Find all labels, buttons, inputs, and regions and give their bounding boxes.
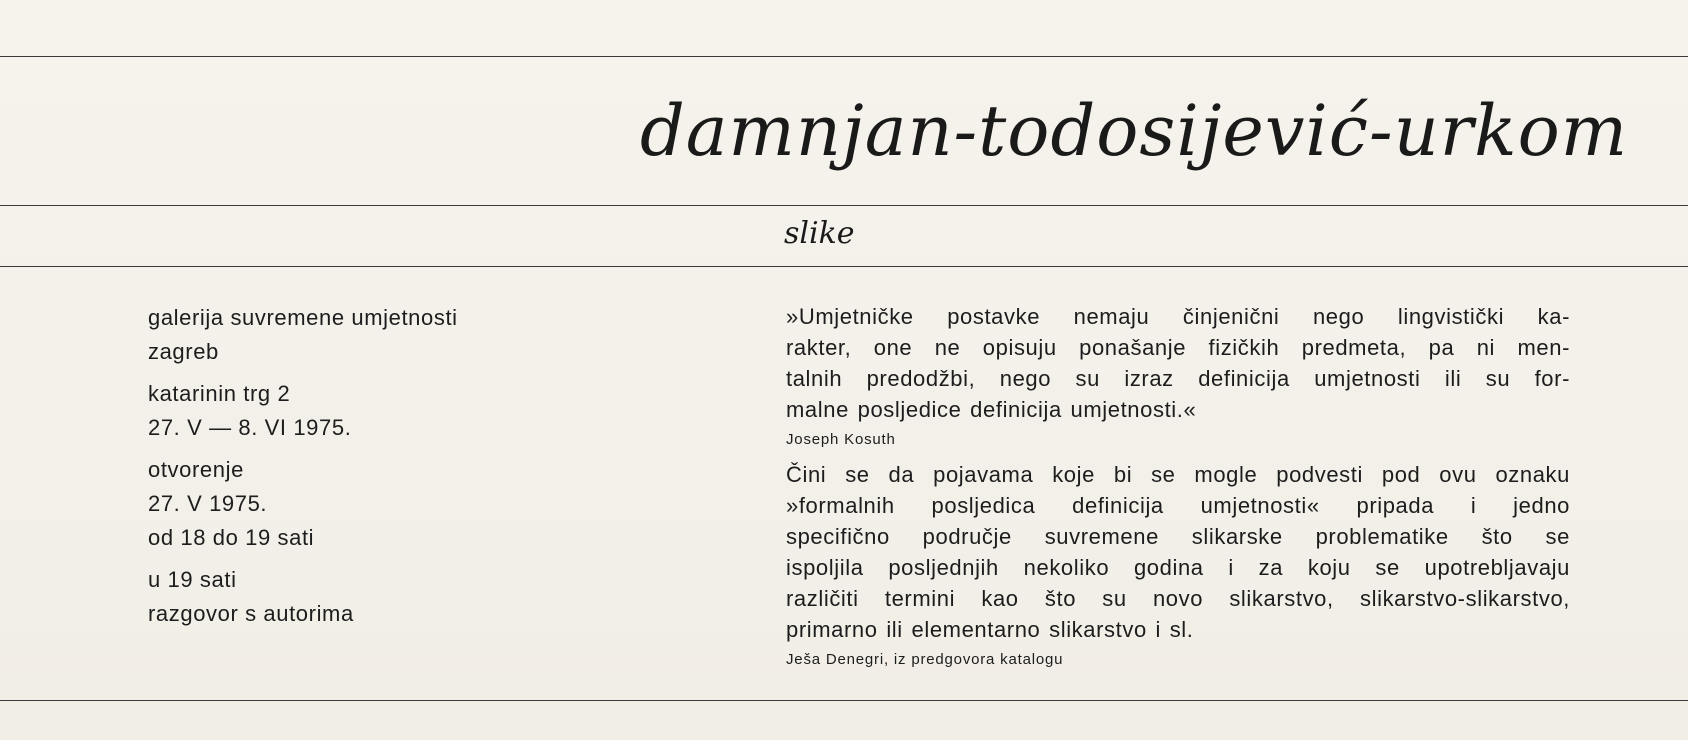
talk-time: u 19 sati: [148, 567, 237, 592]
bottom-rule: [0, 700, 1688, 701]
subtitle-rule: [0, 266, 1688, 267]
essay-line: Čini se da pojavama koje bi se mogle podvesti pod ovu oznaku: [786, 462, 1570, 487]
text-column: [786, 301, 1570, 679]
address-block: [148, 377, 568, 445]
exhibition-subtitle: slike: [784, 216, 855, 251]
quote-author: Joseph Kosuth: [786, 431, 896, 448]
essay-line: »formalnih posljedica definicija umjetnosti« pripada i jedno: [786, 493, 1570, 518]
exhibition-dates: 27. V — 8. VI 1975.: [148, 415, 352, 440]
venue-address: katarinin trg 2: [148, 381, 291, 406]
essay-author: Ješa Denegri, iz predgovora katalogu: [786, 651, 1064, 668]
top-rule: [0, 56, 1688, 57]
quote-line: »Umjetničke postavke nemaju činjenični nego lingvistički ka-: [786, 304, 1570, 329]
talk-label: razgovor s autorima: [148, 601, 354, 626]
opening-block: [148, 453, 568, 555]
kosuth-quote: [786, 301, 1570, 451]
opening-hours: od 18 do 19 sati: [148, 525, 315, 550]
title-rule: [0, 205, 1688, 206]
venue-city: zagreb: [148, 339, 219, 364]
exhibition-title: damnjan-todosijević-urkom: [640, 90, 1629, 172]
talk-block: [148, 563, 568, 631]
exhibition-info: [148, 301, 568, 639]
quote-line: malne posljedice definicija umjetnosti.«: [786, 397, 1197, 422]
essay-line: specifično područje suvremene slikarske problematike što se: [786, 524, 1570, 549]
essay-line: različiti termini kao što su novo slikarstvo, slikarstvo-slikarstvo,: [786, 586, 1570, 611]
quote-line: talnih predodžbi, nego su izraz definicija umjetnosti ili su for-: [786, 366, 1570, 391]
essay-excerpt: [786, 459, 1570, 671]
quote-line: rakter, one ne opisuju ponašanje fizičkih predmeta, pa ni men-: [786, 335, 1570, 360]
venue-block: [148, 301, 568, 369]
opening-label: otvorenje: [148, 457, 244, 482]
venue-name: galerija suvremene umjetnosti: [148, 305, 458, 330]
opening-date: 27. V 1975.: [148, 491, 268, 516]
essay-line: primarno ili elementarno slikarstvo i sl.: [786, 617, 1194, 642]
essay-line: ispoljila posljednjih nekoliko godina i za koju se upotrebljavaju: [786, 555, 1570, 580]
